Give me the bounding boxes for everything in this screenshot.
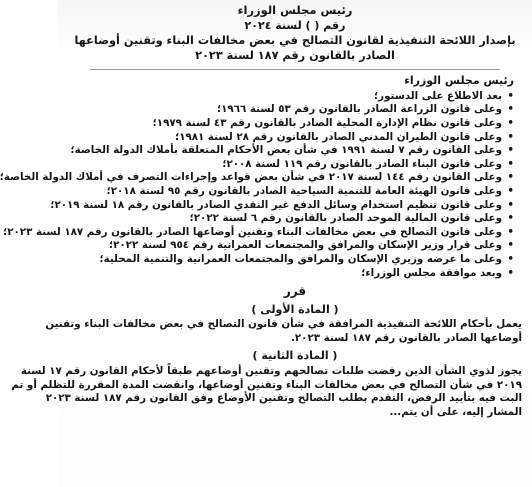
signatory-heading: رئيس مجلس الوزراء [404,74,514,88]
article-2-text [11,365,524,419]
recital-item: • وعلى قانون تنظيم استخدام وسائل الدفع غير النقدي الصادر بالقانون رقم ١٨ لسنة ٢٠١٩؛ [66,199,514,213]
recital-item: • وعلى قرار وزير الإسكان والمرافق والمجتمعات العمرانية رقم ٩٥٤ لسنة ٢٠٢٢؛ [66,239,514,253]
recital-item: • وعلى قانون البناء الصادر بالقانون رقم ١١٩ لسنة ٢٠٠٨؛ [66,158,514,172]
article-2-line: يجوز لذوي الشأن الذين رفضت طلبات تصالحهم وتقنين أوضاعهم طبقاً لأحكام القانون رقم ١٧ لسنة [20,365,522,378]
recital-item: • وعلى قانون الطيران المدني الصادر بالقانون رقم ٢٨ لسنة ١٩٨١؛ [66,131,514,145]
article-2-line: المشار إليه، على أن يتم... [389,405,522,418]
issuer-heading: رئيس مجلس الوزراء [237,3,353,17]
decision-heading: قرر [283,284,307,299]
recital-item: • وعلى القانون رقم ٧ لسنة ١٩٩١ في شأن بعض الأحكام المتعلقة بأملاك الدولة الخاصة؛ [66,144,514,158]
recital-item: • وعلى قانون نظام الإدارة المحلية الصادر بالقانون رقم ٤٣ لسنة ١٩٧٩؛ [66,117,514,131]
article-1-heading: ( المادة الأولى ) [251,302,339,316]
recital-item: • وعلى قانون الزراعة الصادر بالقانون رقم ٥٣ لسنة ١٩٦٦؛ [66,103,514,117]
header-divider [90,69,500,70]
article-2-heading: ( المادة الثانية ) [252,349,338,363]
decree-document [0,3,524,419]
decree-subject-line-2: الصادر بالقانون رقم ١٨٧ لسنة ٢٠٢٣ [195,48,395,62]
article-1-text [45,318,524,345]
recital-item: • وعلى ما عرضه وزيري الإسكان والمرافق والمجتمعات العمرانية والتنمية المحلية؛ [66,253,514,267]
recital-item: • وعلى القانون رقم ١٤٤ لسنة ٢٠١٧ في شأن بعض قواعد وإجراءات التصرف في أملاك الدولة الخاصة؛ [66,171,514,185]
decree-subject-line-1: بإصدار اللائحة التنفيذية لقانون التصالح في بعض مخالفات البناء وتقنين أوضاعها [74,34,516,48]
recital-item: • وعلى قانون الهيئة العامة للتنمية السياحية الصادر بالقانون رقم ٩٥ لسنة ٢٠١٨؛ [66,185,514,199]
recital-item: • وعلى قانون التصالح في بعض مخالفات البناء وتقنين أوضاعها الصادر بالقانون رقم ١٨٧ لسنة ٢٠٢٣؛ [66,226,514,240]
article-1-line: أوضاعها الصادر بالقانون رقم ١٨٧ لسنة ٢٠٢٣. [290,331,522,344]
recital-item: • وبعد موافقة مجلس الوزراء؛ [66,267,514,281]
recital-item: • بعد الاطلاع على الدستور؛ [66,90,514,104]
recitals-list [0,89,524,280]
recital-item: • وعلى قانون المالية الموحد الصادر بالقانون رقم ٦ لسنة ٢٠٢٢؛ [66,212,514,226]
article-1-line: يعمل بأحكام اللائحة التنفيذية المرافقة في شأن قانون التصالح في بعض مخالفات البناء وتقنين [45,318,522,331]
article-2-line: البت فيه بتأييد الرفض، التقدم بطلب التصالح وتقنين الأوضاع وفق القانون رقم ١٨٧ لسنة ٢٠٢٣ [45,392,522,405]
article-2-line: ٢٠١٩ في شأن التصالح في بعض مخالفات البناء وتقنين أوضاعها، وانقضت المدة المقررة للتظلم أو تم [11,378,522,391]
decree-number-line: رقم ( ) لسنة ٢٠٢٤ [244,18,346,32]
